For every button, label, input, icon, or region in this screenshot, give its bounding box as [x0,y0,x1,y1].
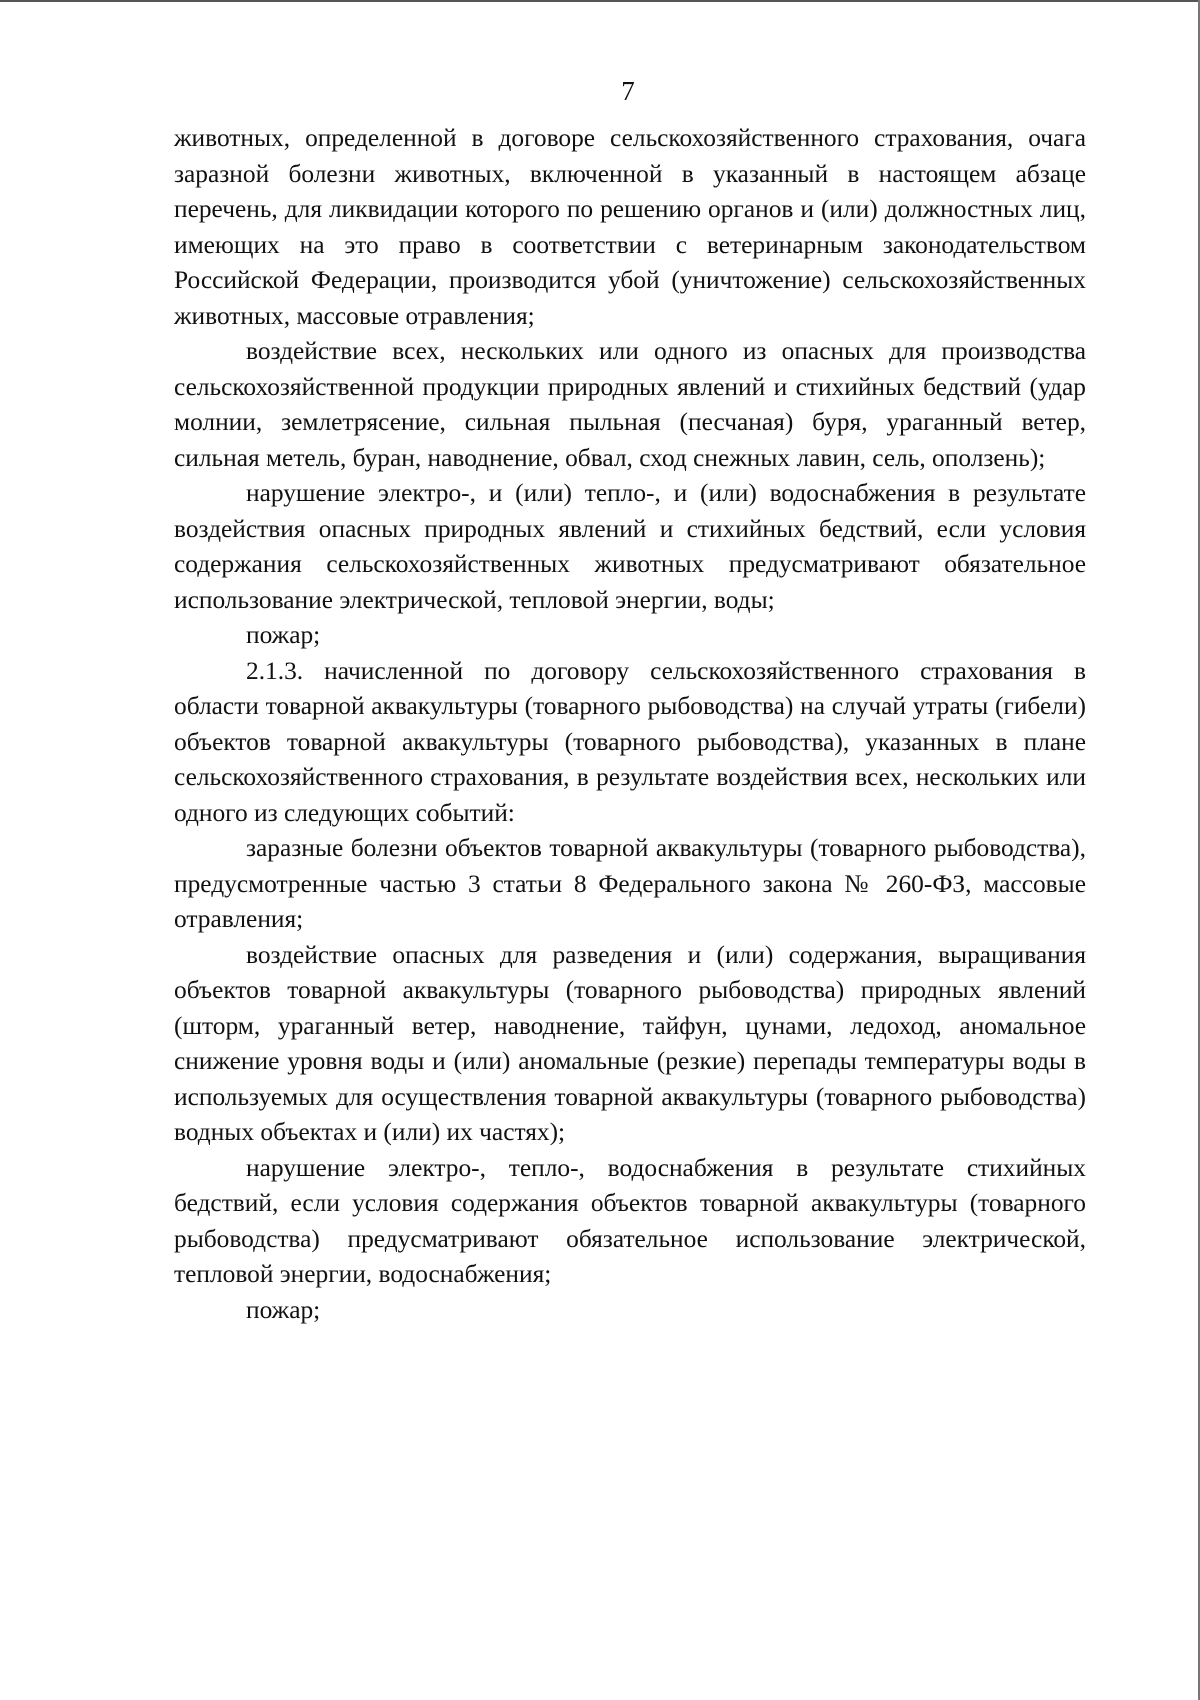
paragraph-continuation: животных, определенной в договоре сельскохозяйственного страхования, очага заразной болезни животных, включенной в указанный в настоящем абзаце перечень, для ликвидации которого по решению органов и (или) должностных лиц, имеющих на это право в соответствии с ветеринарным законодательством Российской Федерации, производится убой (уничтожение) сельскохозяйственных животных, массовые отравления; [174,124,1086,330]
scan-edge-top [0,0,1200,2]
paragraph-utility-failure: нарушение электро-, и (или) тепло-, и (или) водоснабжения в результате воздействия опасных природных явлений и стихийных бедствий, если условия содержания сельскохозяйственных животных предусматривают обязательное использование электрической, тепловой энергии, воды; [174,479,1086,614]
page-number: 7 [621,76,635,106]
paragraph-aquaculture-diseases: заразные болезни объектов товарной аквакультуры (товарного рыбоводства), предусмотренные частью 3 статьи 8 Федерального закона № 260-ФЗ, массовые отравления; [174,834,1086,933]
paragraph-natural-disasters: воздействие всех, нескольких или одного из опасных для производства сельскохозяйственной продукции природных явлений и стихийных бедствий (удар молнии, землетрясение, сильная пыльная (песчаная) буря, ураганный ветер, сильная метель, буран, наводнение, обвал, сход снежных лавин, сель, оползень); [174,337,1086,472]
paragraph-aquaculture-utility-failure: нарушение электро-, тепло-, водоснабжения в результате стихийных бедствий, если условия содержания объектов товарной аквакультуры (товарного рыбоводства) предусматривают обязательное использование электрической, тепловой энергии, водоснабжения; [174,1153,1086,1288]
document-body [174,121,1086,1328]
paragraph-aquaculture-fire: пожар; [246,1295,321,1324]
paragraph-fire: пожар; [246,621,321,649]
paragraph-clause-2-1-3: 2.1.3. начисленной по договору сельскохозяйственного страхования в области товарной аквакультуры (товарного рыбоводства) на случай утраты (гибели) объектов товарной аквакультуры (товарного рыбоводства), указанных в плане сельскохозяйственного страхования, в результате воздействия всех, нескольких или одного из следующих событий: [174,656,1086,827]
paragraph-aquaculture-natural-phenomena: воздействие опасных для разведения и (или) содержания, выращивания объектов товарной аквакультуры (товарного рыбоводства) природных явлений (шторм, ураганный ветер, наводнение, тайфун, цунами, ледоход, аномальное снижение уровня воды и (или) аномальные (резкие) перепады температуры воды в используемых для осуществления товарной аквакультуры (товарного рыбоводства) водных объектах и (или) их частях); [174,940,1086,1146]
